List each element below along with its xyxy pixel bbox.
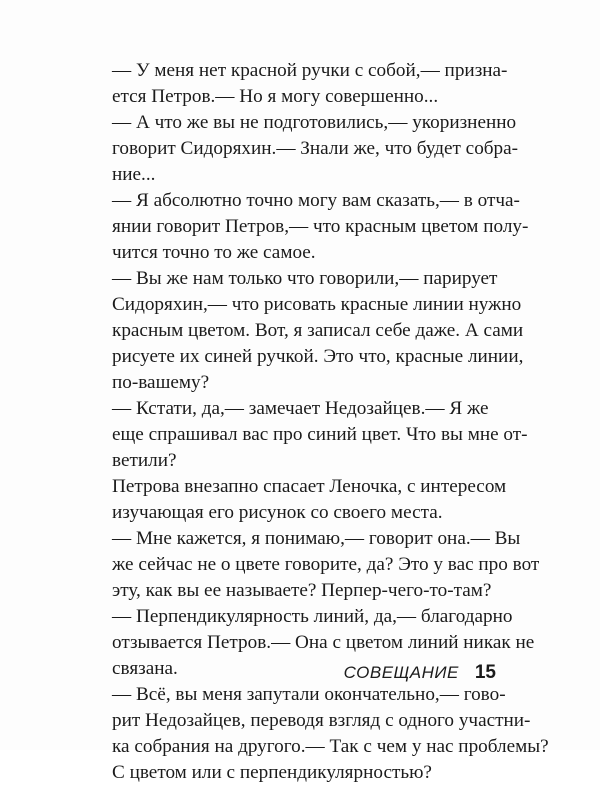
text-line: янии говорит Петров,— что красным цветом полу- <box>112 216 529 237</box>
text-line: — Всё, вы меня запутали окончательно,— гово- <box>112 684 506 705</box>
text-line: ветили? <box>112 450 177 471</box>
text-line: Петрова внезапно спасает Леночка, с интересом <box>112 476 507 497</box>
text-line: — Кстати, да,— замечает Недозайцев.— Я же <box>112 398 489 419</box>
text-line: — Я абсолютно точно могу вам сказать,— в отча- <box>112 190 520 211</box>
text-line: изучающая его рисунок со своего места. <box>112 502 443 523</box>
text-line: рит Недозайцев, переводя взгляд с одного участни- <box>112 710 531 731</box>
page-number: 15 <box>474 662 496 683</box>
text-line: ние... <box>112 164 156 185</box>
text-line: Сидоряхин,— что рисовать красные линии нужно <box>112 294 522 315</box>
text-line: С цветом или с перпендикулярностью? <box>112 762 432 783</box>
text-line: по-вашему? <box>112 372 210 393</box>
text-line: еще спрашивал вас про синий цвет. Что вы мне от- <box>112 424 528 445</box>
text-line: отзывается Петров.— Она с цветом линий никак не <box>112 632 535 653</box>
page-footer <box>344 662 496 684</box>
text-line: эту, как вы ее называете? Перпер-чего-то-там? <box>112 580 492 601</box>
text-line: ется Петров.— Но я могу совершенно... <box>112 86 439 107</box>
text-line: красным цветом. Вот, я записал себе даже. А сами <box>112 320 524 341</box>
text-line: связана. <box>112 658 178 679</box>
text-line: — Перпендикулярность линий, да,— благодарно <box>112 606 513 627</box>
running-head: СОВЕЩАНИЕ <box>343 663 459 682</box>
text-line: — У меня нет красной ручки с собой,— призна- <box>112 60 508 81</box>
text-line: же сейчас не о цвете говорите, да? Это у вас про вот <box>112 554 540 575</box>
text-line: чится точно то же самое. <box>112 242 316 263</box>
text-line: — Мне кажется, я понимаю,— говорит она.— Вы <box>112 528 521 549</box>
text-line: — А что же вы не подготовились,— укоризненно <box>112 112 517 133</box>
text-line: — Вы же нам только что говорили,— парирует <box>112 268 498 289</box>
text-line: ка собрания на другого.— Так с чем у нас проблемы? <box>112 736 549 757</box>
text-line: рисуете их синей ручкой. Это что, красные линии, <box>112 346 524 367</box>
text-line: говорит Сидоряхин.— Знали же, что будет собра- <box>112 138 519 159</box>
